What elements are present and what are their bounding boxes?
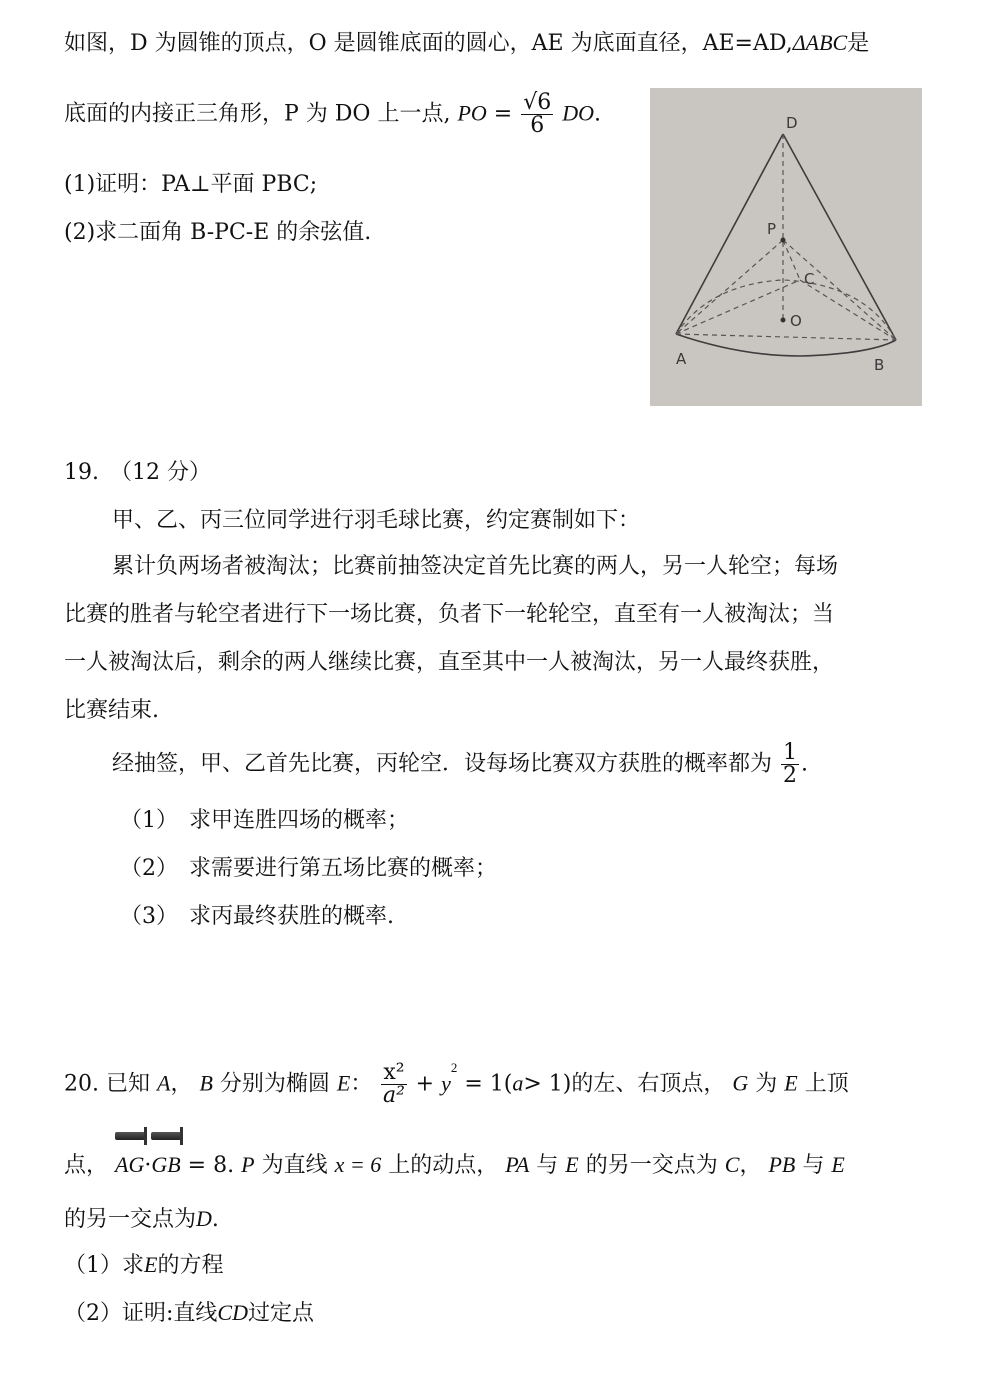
q20-x6: x = 6 (334, 1152, 382, 1177)
q20-part1 (64, 1250, 223, 1281)
point-o (781, 318, 786, 323)
segment-cb (800, 280, 896, 340)
q20-point-d: D (196, 1206, 212, 1231)
segment-ab (676, 334, 896, 340)
q20-eq8: = 8 (187, 1153, 228, 1178)
q18-line2-text: 底面的内接正三角形，P 为 DO 上一点, (64, 101, 451, 127)
q18-po: PO (457, 100, 487, 126)
q19-draw-end: . (801, 751, 809, 777)
q19-fraction (781, 742, 799, 787)
q20-e2: E (784, 1070, 798, 1096)
segment-pc (783, 240, 800, 280)
q20-fraction (381, 1062, 406, 1107)
label-a: A (676, 350, 687, 368)
q20-part1-e: E (144, 1252, 158, 1277)
q18-line1 (64, 28, 869, 59)
q20-condition: > 1) (523, 1071, 572, 1097)
q20-other1: 的另一交点为 (585, 1153, 718, 1178)
q20-point-g: G (732, 1070, 749, 1096)
q20-yu2: 与 (802, 1153, 825, 1178)
q20-vertices-text: 的左、右顶点， (571, 1071, 726, 1097)
q18-line2 (64, 92, 601, 137)
label-o: O (790, 312, 802, 330)
q20-vector-ag-arrow (115, 1132, 145, 1140)
q20-vector-ag-label: AG (115, 1152, 145, 1177)
cone-base-back (676, 280, 896, 340)
q20-vector-ag (115, 1150, 144, 1180)
q19-rules-2: 比赛的胜者与轮空者进行下一场比赛，负者下一轮轮空，直至有一人被淘汰；当 (64, 602, 835, 627)
cone-figure (650, 88, 922, 406)
q20-comma: ， (170, 1071, 193, 1097)
point-p (781, 238, 786, 243)
q18-frac-den: 6 (530, 113, 545, 138)
q20-vector-gb-label: GB (151, 1152, 181, 1177)
q19-rules-4: 比赛结束. (64, 698, 159, 723)
q20-plus: + (415, 1071, 435, 1097)
q20-point-c: C (724, 1152, 740, 1177)
label-d: D (786, 114, 798, 132)
q20-point-b: B (199, 1070, 213, 1096)
q20-line1 (64, 1062, 849, 1107)
q20-other2: 的另一交点为 (64, 1207, 197, 1232)
q20-e3: E (565, 1152, 579, 1177)
q20-wei: 为 (755, 1071, 778, 1097)
q20-dian: 点， (64, 1153, 109, 1178)
q18-line1-text: 如图，D 为圆锥的顶点，O 是圆锥底面的圆心，AE 为底面直径，AE=AD, (64, 31, 793, 56)
q18-line2-end: . (594, 101, 602, 127)
q20-yu1: 与 (536, 1153, 559, 1178)
q20-period2: . (211, 1207, 219, 1232)
q20-frac-num: x² (383, 1060, 405, 1085)
q19-frac-den: 2 (783, 763, 798, 788)
q20-y (441, 1060, 458, 1096)
q20-y-exponent: 2 (450, 1060, 458, 1076)
label-c: C (804, 270, 815, 288)
q20-y-var: y (441, 1070, 451, 1096)
q20-part1-prefix: （1）求 (64, 1253, 144, 1278)
q19-draw (112, 742, 808, 787)
q20-point-p: P (241, 1152, 255, 1177)
segment-pa (676, 240, 783, 334)
segment-ac (676, 280, 800, 334)
q20-moving: 上的动点， (388, 1153, 499, 1178)
q20-ellipse-e: E (336, 1070, 351, 1096)
q18-eq: = (493, 101, 513, 127)
q20-part2 (64, 1298, 314, 1329)
q18-frac-num: √6 (523, 90, 552, 115)
cone-edge-db (783, 134, 896, 340)
q18-fraction (521, 92, 553, 137)
q19-frac-num: 1 (783, 740, 798, 765)
q20-colon: ： (350, 1071, 373, 1097)
q19-rules-1: 累计负两场者被淘汰；比赛前抽签决定首先比赛的两人，另一人轮空；每场 (112, 554, 839, 579)
q19-part3: （3） 求丙最终获胜的概率. (120, 904, 394, 929)
q20-vector-gb-arrow (151, 1132, 181, 1140)
q20-prefix: 20. 已知 (64, 1071, 150, 1097)
q20-period: . (227, 1153, 235, 1178)
q19-intro: 甲、乙、丙三位同学进行羽毛球比赛，约定赛制如下： (112, 508, 641, 533)
q19-rules-3: 一人被淘汰后，剩余的两人继续比赛，直至其中一人被淘汰，另一人最终获胜， (64, 650, 835, 675)
q18-triangle-abc: ΔABC (792, 30, 848, 55)
q18-line1-end: 是 (847, 31, 870, 56)
q19-draw-text: 经抽签，甲、乙首先比赛，丙轮空．设每场比赛双方获胜的概率都为 (112, 751, 773, 777)
q20-pb: PB (768, 1152, 796, 1177)
q19-part1: （1） 求甲连胜四场的概率； (120, 808, 409, 833)
q20-part2-cd: CD (217, 1300, 248, 1325)
q20-point-a: A (156, 1070, 171, 1096)
q20-part2-suffix: 过定点 (247, 1301, 314, 1326)
q20-part1-suffix: 的方程 (157, 1253, 224, 1278)
q19-part2: （2） 求需要进行第五场比赛的概率； (120, 856, 497, 881)
q19-header: 19. （12 分） (64, 460, 211, 485)
q20-e4: E (831, 1152, 845, 1177)
cone-figure-svg (650, 88, 922, 406)
q20-comma2: ， (739, 1153, 762, 1178)
q20-text-ellipse: 分别为椭圆 (219, 1071, 330, 1097)
q20-line3 (64, 1204, 219, 1235)
q20-part2-prefix: （2）证明:直线 (64, 1301, 218, 1326)
q20-pa: PA (505, 1152, 530, 1177)
q18-part2: (2)求二面角 B-PC-E 的余弦值. (64, 220, 372, 245)
label-b: B (874, 356, 885, 374)
q20-line2 (64, 1150, 845, 1181)
q20-a-var: a (512, 1070, 524, 1096)
q20-dot: · (144, 1153, 152, 1178)
q20-equals: = 1( (464, 1071, 513, 1097)
q20-frac-den: a² (383, 1083, 405, 1108)
label-p: P (767, 220, 777, 238)
q20-vector-gb (151, 1150, 180, 1180)
q18-part1: (1)证明：PA⊥平面 PBC; (64, 172, 318, 197)
q20-top: 上顶 (804, 1071, 849, 1097)
q20-line-text: 为直线 (261, 1153, 328, 1178)
q18-do: DO (562, 100, 595, 126)
